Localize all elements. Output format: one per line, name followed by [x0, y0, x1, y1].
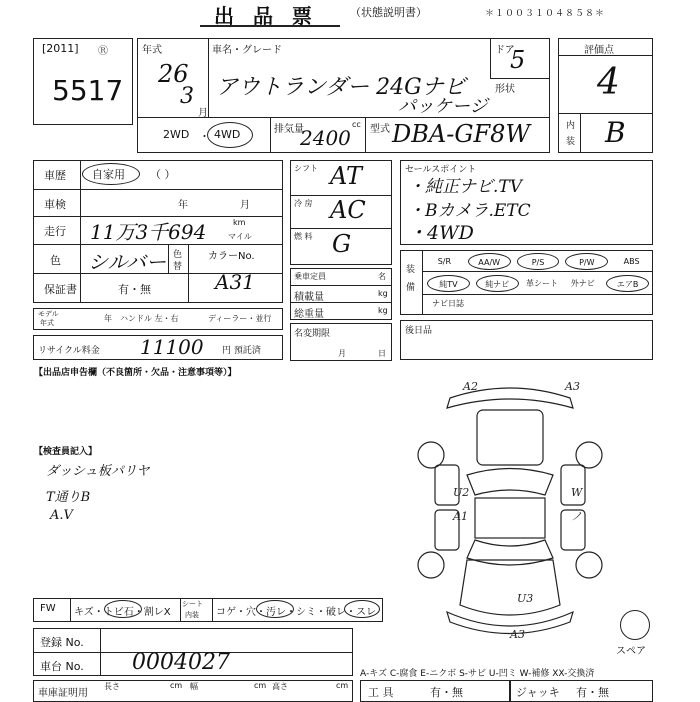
shaken-month: 月	[240, 200, 250, 211]
capacity-label: 乗車定員	[294, 272, 326, 281]
spare-label: スペア	[616, 646, 646, 657]
chassis-label: 車台 No.	[40, 660, 84, 673]
score-label: 評価点	[584, 45, 614, 56]
legend: A-キズ C-腐食 E-ニクボ S-サビ U-凹ミ W-補修 XX-交換済	[360, 669, 595, 679]
fw-items-2: コゲ・穴・汚レ・シミ・破レ・スレ	[216, 607, 376, 618]
tools-label: 工 具	[368, 686, 394, 699]
model-label: 車名・グレード	[212, 45, 282, 56]
colorno-value: A31	[215, 270, 255, 294]
door-value: 5	[510, 46, 526, 74]
mark-w: W	[571, 486, 583, 499]
sales-line-3: ・4WD	[408, 222, 474, 244]
equipment-item: P/W	[565, 253, 608, 270]
color-label: 色	[50, 254, 61, 267]
meihen-month: 月	[338, 349, 346, 358]
cert-cm-2: cm	[254, 681, 267, 690]
sales-line-1: ・純正ナビ.TV	[408, 177, 523, 197]
atobi-label: 後日品	[405, 326, 433, 336]
mark-a1: A1	[453, 510, 468, 523]
tools-value: 有・無	[430, 686, 463, 699]
fuel-label: 燃 料	[294, 232, 313, 241]
meihen-label: 名変期限	[294, 329, 331, 339]
color-change-1: 色	[173, 250, 183, 260]
soukou-value: 11万3千694	[90, 220, 207, 244]
reki-label: 車歴	[44, 169, 66, 182]
type-value: DBA-GF8W	[392, 120, 531, 148]
left-door-front	[435, 465, 459, 505]
interior-label-1: 内	[566, 121, 576, 131]
car-diagram	[405, 380, 615, 645]
shaken-label: 車検	[44, 198, 66, 211]
roof-shape	[475, 498, 545, 538]
dealer-label: ディーラー・並行	[208, 314, 272, 323]
weight-unit: kg	[378, 306, 388, 315]
mark-u3: U3	[517, 592, 534, 605]
nenshiki-year: 26	[158, 60, 189, 88]
navi-label: ナビ日誌	[432, 299, 464, 308]
color-value: シルバー	[88, 250, 167, 274]
equipment-item: P/S	[517, 253, 560, 270]
color-change-2: 替	[173, 262, 183, 272]
inspector-label: 【検査員記入】	[34, 447, 98, 457]
sheet-label-1: シート	[182, 600, 203, 608]
drive-2wd: 2WD	[163, 128, 190, 141]
reki-paren: （ ）	[150, 168, 176, 181]
equipment-item: 革シート	[525, 279, 558, 288]
fw-label: FW	[40, 603, 56, 614]
score-value: 4	[597, 62, 620, 103]
wheel-rr	[576, 552, 602, 578]
equipment-item: AA/W	[468, 253, 511, 270]
nenshiki-label: 年式	[142, 45, 162, 56]
mark-a3-bottom: A3	[510, 628, 525, 641]
model-value: アウトランダー 24Gナビ	[216, 75, 466, 100]
lot-year-badge: [2011]	[42, 42, 79, 55]
equipment-label-2: 備	[406, 283, 416, 293]
fuel-value: G	[332, 230, 352, 258]
drive-4wd: 4WD	[214, 128, 241, 141]
cert-width: 幅	[190, 682, 198, 691]
interior-value: B	[605, 116, 626, 149]
type-label: 型式	[370, 124, 390, 135]
lot-suffix: Ⓡ	[98, 46, 108, 57]
equipment-item: S/R	[437, 257, 452, 266]
remark-line-1: ダッシュ板パリヤ	[46, 464, 150, 479]
rear-shape	[460, 560, 560, 615]
remark-line-3: A.V	[50, 508, 73, 523]
meihen-day: 日	[378, 349, 386, 358]
door-label: ドア	[495, 45, 515, 56]
equipment-item: ABS	[623, 257, 640, 266]
serial-number: ＊１００３１０４８５８＊	[485, 9, 606, 19]
mark-u2: U2	[453, 486, 470, 499]
capacity-unit: 名	[378, 272, 386, 281]
fw-items: キズ・トビ石・割レX	[74, 607, 171, 618]
reki-value: 自家用	[92, 168, 125, 181]
colorno-label: カラーNo.	[208, 251, 255, 262]
weight-label: 総重量	[294, 309, 324, 320]
jack-label: ジャッキ	[516, 686, 560, 699]
mark-a2: A2	[463, 380, 478, 393]
soukou-unit-km: km	[233, 218, 246, 227]
lot-number: 5517	[52, 74, 124, 107]
load-unit: kg	[378, 289, 388, 298]
hood-shape	[477, 410, 543, 465]
right-door-front	[561, 465, 585, 505]
hoshou-value: 有・無	[118, 283, 151, 296]
model-year-label-1: モデル	[38, 310, 59, 318]
wheel-fl	[418, 442, 444, 468]
cert-height: 高さ	[272, 682, 288, 691]
equipment-item: 外ナビ	[570, 279, 595, 288]
cert-label: 車庫証明用	[38, 688, 88, 699]
sheet-label-2: 内装	[185, 611, 199, 619]
cert-length: 長さ	[104, 682, 120, 691]
cooling-label: 冷 房	[294, 199, 313, 208]
displacement-value: 2400	[300, 126, 351, 150]
rear-window-shape	[467, 540, 553, 565]
shift-value: AT	[330, 162, 363, 190]
mark-a3-top: A3	[565, 380, 580, 393]
interior-label-2: 装	[566, 137, 576, 147]
wheel-fr	[576, 442, 602, 468]
nenshiki-unit: 月	[198, 108, 208, 119]
cooling-value: AC	[330, 196, 366, 224]
shape-label: 形状	[495, 84, 515, 95]
displacement-unit: cc	[352, 120, 361, 129]
shift-label: シフト	[294, 164, 318, 173]
sales-label: セールスポイント	[405, 165, 477, 175]
page-title: 出 品 票	[214, 4, 318, 28]
wheel-rl	[418, 552, 444, 578]
page-subtitle: （状態説明書）	[350, 6, 427, 19]
remark-line-2: T通りB	[46, 490, 91, 505]
model-value-2: パッケージ	[398, 96, 488, 117]
atobi-box	[400, 320, 653, 360]
remarks-label: 【出品店申告欄（不良箇所・欠品・注意事項等）】	[34, 368, 237, 378]
equipment-item: 純TV	[427, 275, 470, 292]
recycle-value: 11100	[140, 335, 204, 359]
chassis-value: 0004027	[132, 650, 230, 675]
hoshou-label: 保証書	[44, 283, 77, 296]
shaken-year: 年	[178, 200, 188, 211]
model-year-unit: 年	[104, 314, 112, 323]
soukou-label: 走行	[44, 225, 66, 238]
windshield-shape	[467, 469, 553, 496]
recycle-label: リサイクル料金	[38, 346, 100, 356]
equipment-label-1: 装	[406, 265, 416, 275]
spare-tire-icon	[620, 610, 650, 640]
cert-cm-3: cm	[336, 681, 349, 690]
touroku-label: 登録 No.	[40, 636, 84, 649]
load-label: 積載量	[294, 292, 324, 303]
sales-line-2: ・Bカメラ.ETC	[408, 201, 531, 221]
equipment-item: 純ナビ	[476, 275, 519, 292]
handle-label: ハンドル 左・右	[120, 314, 179, 323]
recycle-unit: 円 預託済	[222, 346, 261, 356]
model-year-label-2: 年式	[40, 319, 54, 327]
displacement-label: 排気量	[274, 124, 304, 135]
mark-no: ノ	[571, 510, 582, 523]
soukou-unit-mile: マイル	[228, 232, 252, 241]
cert-cm-1: cm	[170, 681, 183, 690]
equipment-item: エアB	[606, 275, 649, 292]
jack-value: 有・無	[576, 686, 609, 699]
nenshiki-month: 3	[180, 84, 194, 109]
